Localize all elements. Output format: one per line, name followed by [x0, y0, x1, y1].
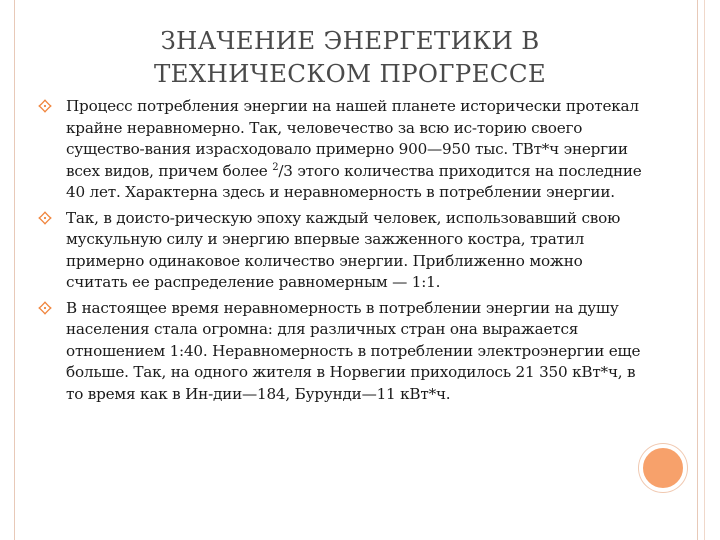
bullet-text-1-sup: 2	[272, 161, 279, 173]
bullet-list	[38, 96, 644, 409]
orange-circle	[639, 444, 687, 492]
bullet-item-3	[38, 298, 644, 406]
bullet-text-3: В настоящее время неравномерность в потреблении энергии на душу населения стала огромна: для различных стран она выражается отношением 1:40. Неравномерность в потреблении электроэнергии еще больше. Так, на одного жителя в Норвегии приходилось 21 350 кВт*ч, в то время как в Ин-дии—184, Бурунди—11 кВт*ч.	[66, 298, 641, 403]
bullet-text-1b: /3 этого количества приходится на последние 40 лет. Характерна здесь и неравномерность в потреблении энергии.	[66, 161, 642, 201]
bullet-flower-icon	[38, 301, 52, 315]
frame-line-right-outer	[704, 0, 705, 540]
bullet-item-2	[38, 208, 644, 294]
bullet-flower-icon	[38, 99, 52, 113]
title-line-1: ЗНАЧЕНИЕ ЭНЕРГЕТИКИ В	[160, 26, 540, 55]
frame-line-right	[697, 0, 698, 540]
title-line-2: ТЕХНИЧЕСКОМ ПРОГРЕССЕ	[153, 59, 547, 88]
frame-line-left	[14, 0, 15, 540]
bullet-text-1a: Процесс потребления энергии на нашей планете исторически протекал крайне неравномерно. Так, человечество за всю ис-торию своего существо-вания израсходовало примерно 900—950 тыс. ТВт*ч энергии всех видов, причем более	[66, 97, 639, 180]
bullet-item-1	[38, 96, 644, 204]
bullet-text-2: Так, в доисто-рическую эпоху каждый человек, использовавший свою мускульную силу и энергию впервые зажженного костра, тратил примерно одинаковое количество энергии. Приближенно можно считать ее распределение равномерным — 1:1.	[66, 208, 621, 291]
bullet-text-1	[66, 96, 644, 204]
bullet-flower-icon	[38, 211, 52, 225]
slide-title	[60, 24, 640, 90]
